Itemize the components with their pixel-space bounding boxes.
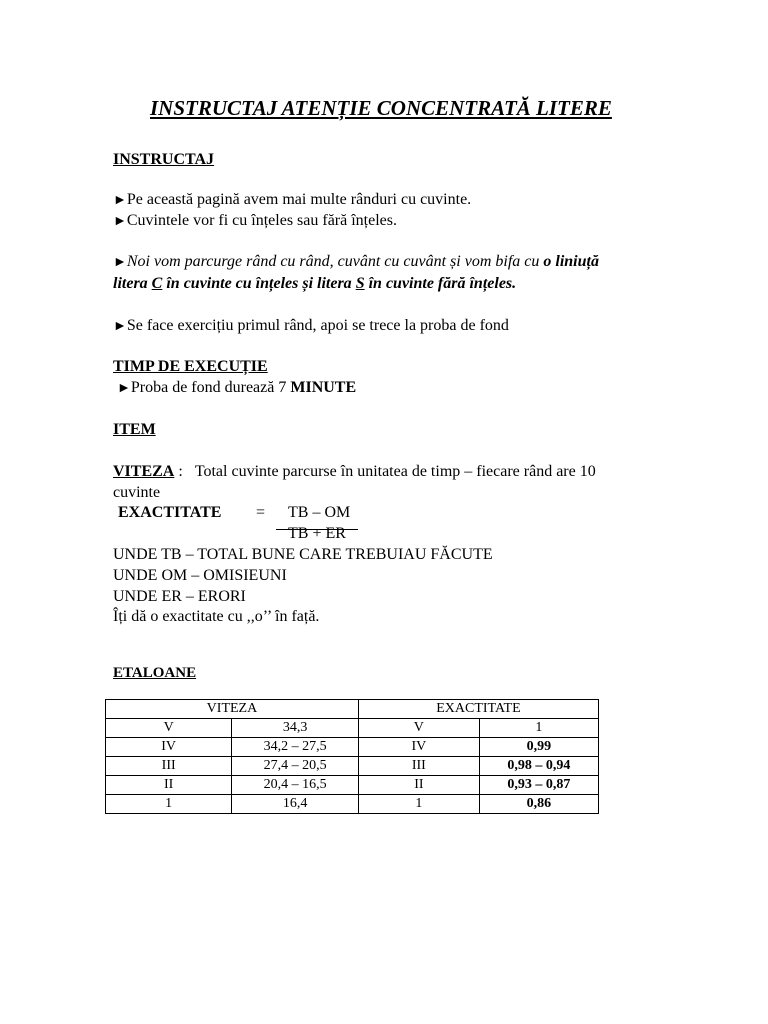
exactitate-value: 0,86 (479, 795, 598, 814)
section-timp: TIMP DE EXECUȚIE (113, 358, 268, 375)
viteza-value: 27,4 – 20,5 (232, 757, 359, 776)
timp-text: ►Proba de fond durează 7 MINUTE (117, 379, 357, 396)
header-exactitate: EXACTITATE (358, 700, 598, 719)
exactitate-label: EXACTITATE (118, 504, 222, 521)
bullet-arrow-icon: ► (113, 255, 127, 270)
header-viteza: VITEZA (106, 700, 359, 719)
viteza-value: 34,3 (232, 719, 359, 738)
table-row (106, 719, 599, 738)
exactitate-class: IV (358, 738, 479, 757)
exactitate-value: 0,93 – 0,87 (479, 776, 598, 795)
viteza-class: V (106, 719, 232, 738)
exactitate-equals: = (256, 504, 266, 521)
exactitate-value: 0,98 – 0,94 (479, 757, 598, 776)
exactitate-note: Îți dă o exactitate cu ,,o’’ în față. (113, 608, 320, 625)
bullet-arrow-icon: ► (117, 381, 131, 396)
exactitate-class: III (358, 757, 479, 776)
section-etaloane: ETALOANE (113, 665, 197, 681)
etaloane-table (105, 699, 599, 814)
fraction-denominator: TB + ER (288, 525, 346, 542)
section-item: ITEM (113, 421, 156, 438)
table-row (106, 757, 599, 776)
viteza-class: III (106, 757, 232, 776)
table-row (106, 776, 599, 795)
bullet-arrow-icon: ► (113, 214, 127, 229)
bullet-arrow-icon: ► (113, 319, 127, 334)
viteza-value: 20,4 – 16,5 (232, 776, 359, 795)
viteza-class: II (106, 776, 232, 795)
bullet-3-line-2: litera C în cuvinte cu înțeles și litera S în cuvinte fără înțeles. (113, 275, 517, 292)
exactitate-class: II (358, 776, 479, 795)
exactitate-value: 0,99 (479, 738, 598, 757)
unde-tb: UNDE TB – TOTAL BUNE CARE TREBUIAU FĂCUTE (113, 546, 493, 563)
exactitate-class: 1 (358, 795, 479, 814)
viteza-line-2: cuvinte (113, 484, 161, 501)
document-title: INSTRUCTAJ ATENȚIE CONCENTRATĂ LITERE (150, 96, 612, 120)
exactitate-value: 1 (479, 719, 598, 738)
table-row (106, 738, 599, 757)
bullet-arrow-icon: ► (113, 193, 127, 208)
bullet-1: ►Pe această pagină avem mai multe rânduri cu cuvinte. (113, 191, 472, 208)
unde-er: UNDE ER – ERORI (113, 588, 246, 605)
fraction-numerator: TB – OM (288, 504, 351, 521)
viteza-value: 16,4 (232, 795, 359, 814)
viteza-value: 34,2 – 27,5 (232, 738, 359, 757)
table-row (106, 795, 599, 814)
viteza-class: 1 (106, 795, 232, 814)
bullet-2: ►Cuvintele vor fi cu înțeles sau fără înțeles. (113, 212, 397, 229)
unde-om: UNDE OM – OMISIEUNI (113, 567, 287, 584)
table-header-row (106, 700, 599, 719)
bullet-3-line-1: ►Noi vom parcurge rând cu rând, cuvânt cu cuvânt și vom bifa cu o liniuță (113, 253, 599, 270)
viteza-line: VITEZA : Total cuvinte parcurse în unitatea de timp – fiecare rând are 10 (113, 463, 596, 480)
section-instructaj: INSTRUCTAJ (113, 151, 215, 168)
exactitate-class: V (358, 719, 479, 738)
bullet-4: ►Se face exercițiu primul rând, apoi se trece la proba de fond (113, 317, 509, 334)
viteza-class: IV (106, 738, 232, 757)
